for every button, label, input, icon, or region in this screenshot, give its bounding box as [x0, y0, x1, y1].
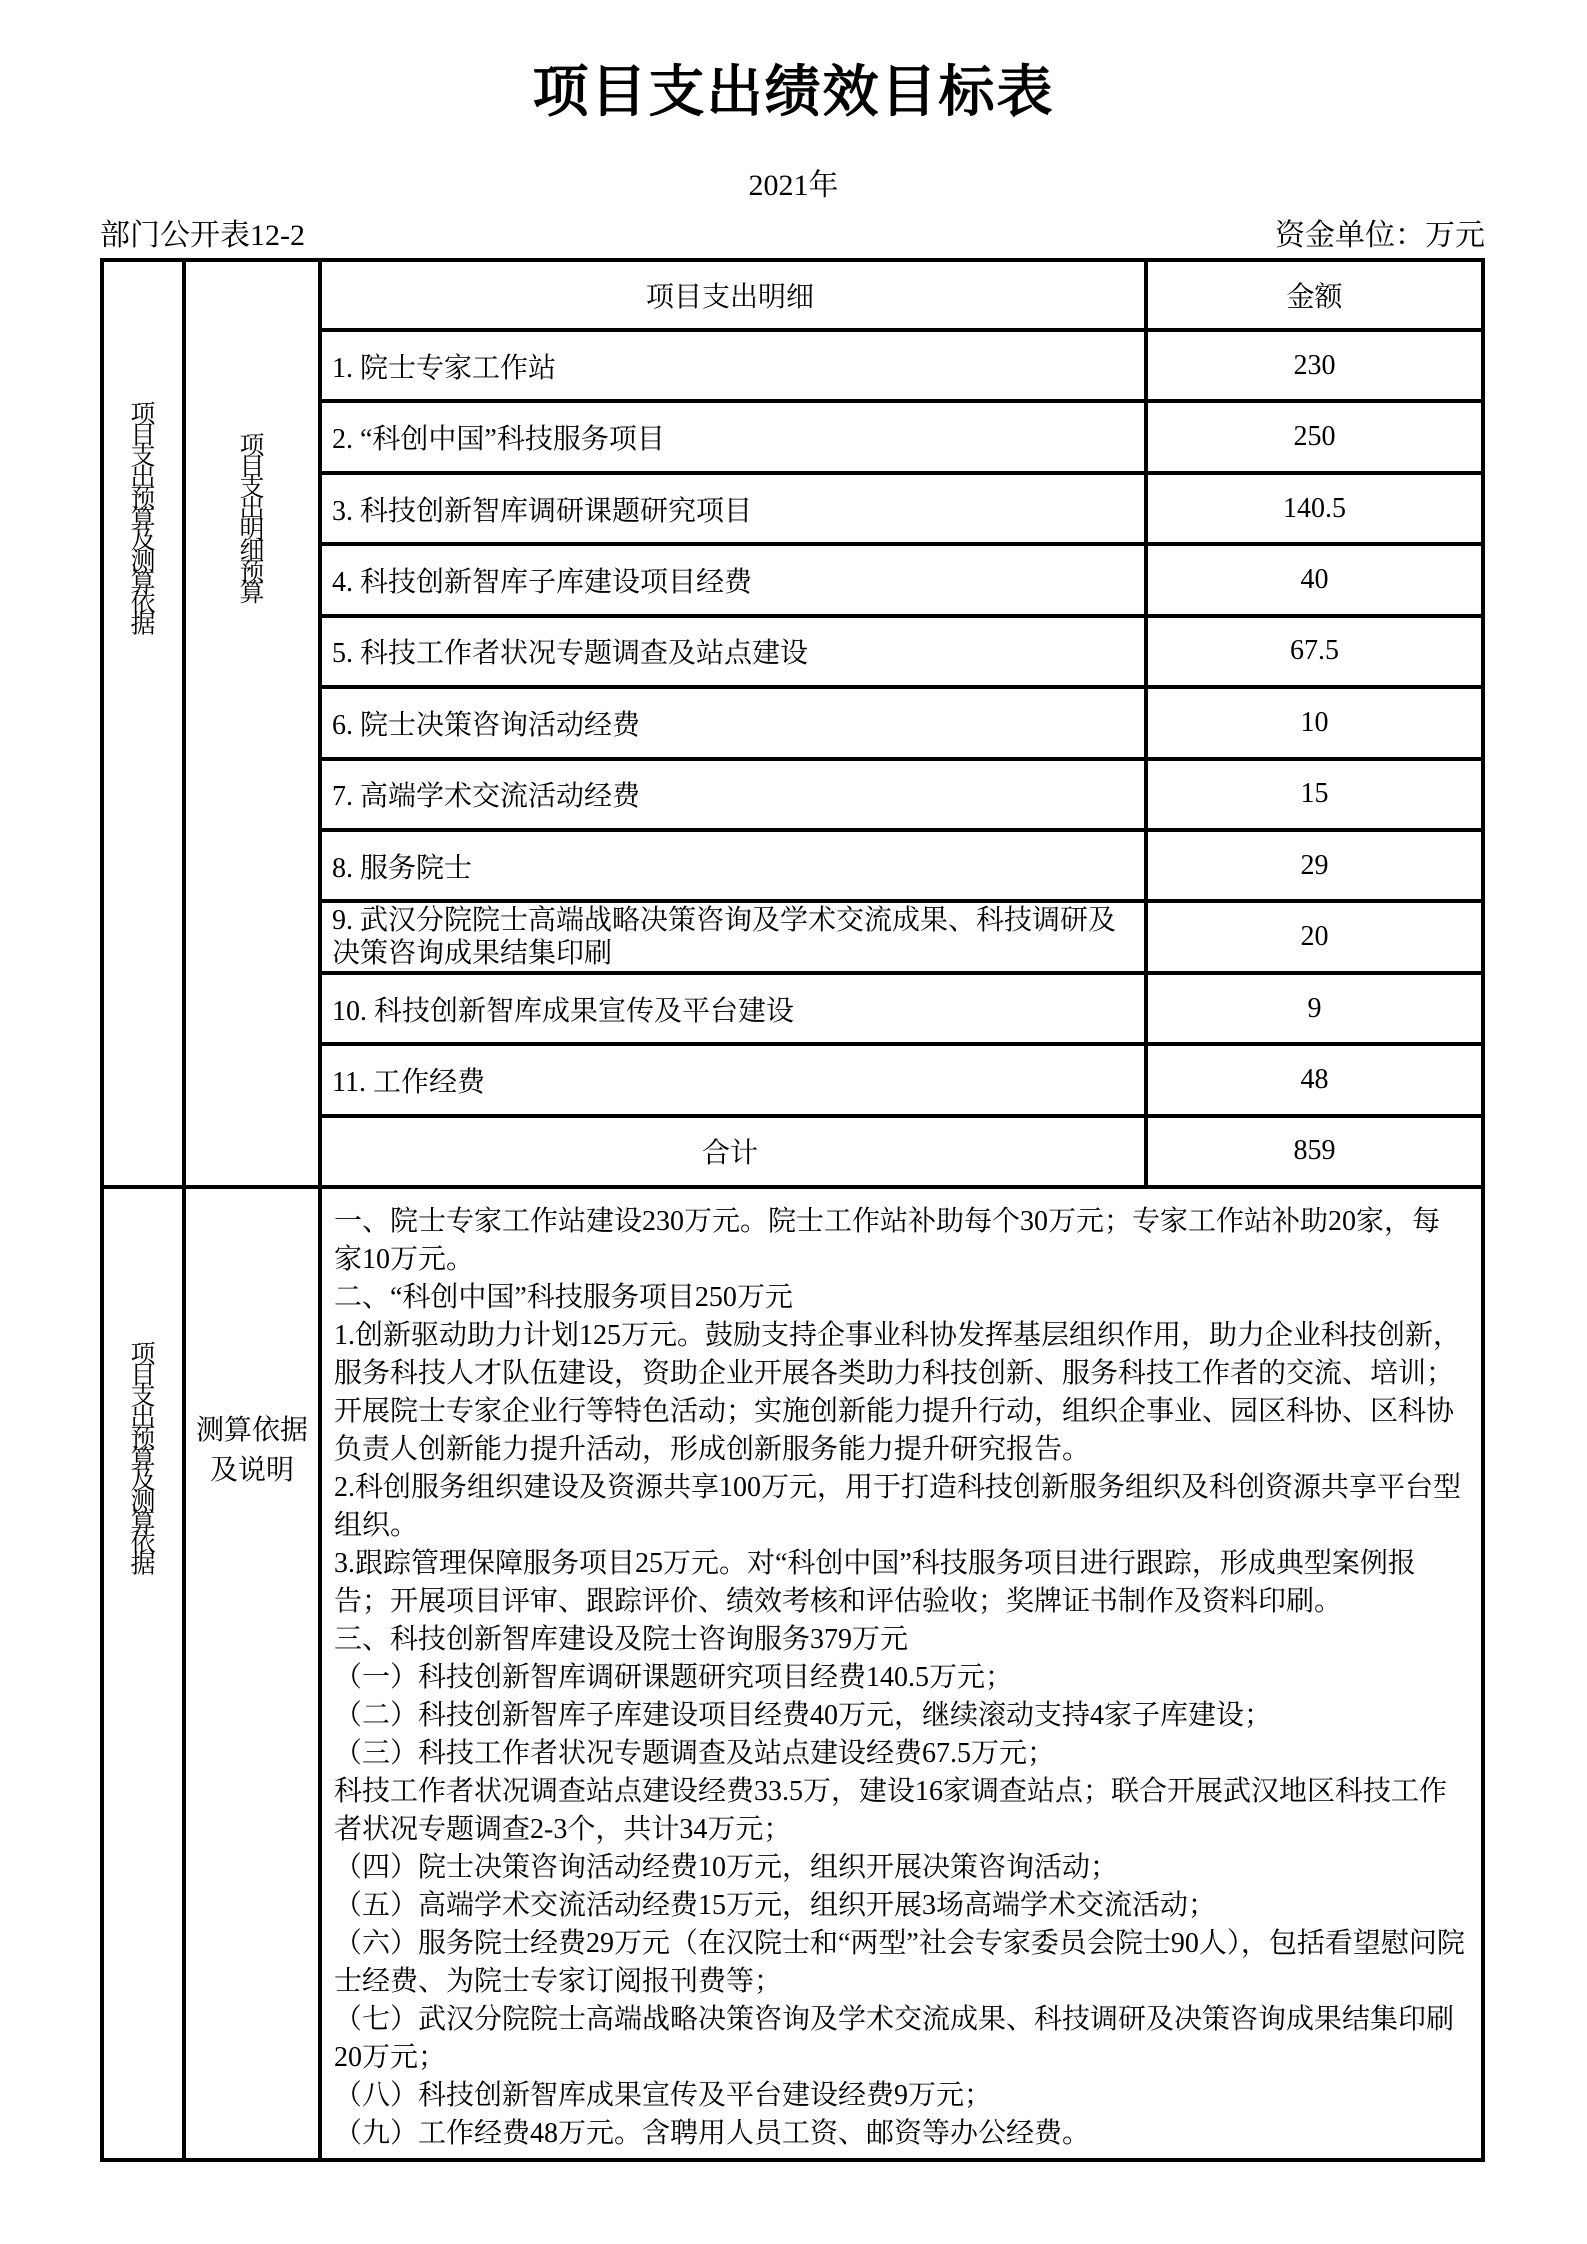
row-group-cell-top: [104, 262, 186, 1185]
expense-amount: 250: [1144, 403, 1481, 470]
note-paragraph: （六）服务院士经费29万元（在汉院士和“两型”社会专家委员会院士90人），包括看望慰问院士经费、为院士专家订阅报刊费等；: [334, 1928, 1465, 1997]
page-year: 2021年: [748, 169, 839, 202]
table-row: [322, 1046, 1481, 1117]
note-paragraph: （九）工作经费48万元。含聘用人员工资、邮资等办公经费。: [334, 2118, 1091, 2149]
expense-amount: 140.5: [1144, 475, 1481, 542]
expense-item: 5. 科技工作者状况专题调查及站点建设: [332, 638, 809, 670]
note-paragraph: 1.创新驱动助力计划125万元。鼓励支持企事业科协发挥基层组织作用，助力企业科技创新，服务科技人才队伍建设，资助企业开展各类助力科技创新、服务科技工作者的交流、培训；开展院士专家企业行等特色活动；实施创新能力提升行动，组织企事业、园区科协、区科协负责人创新能力提升活动，形成创新服务能力提升研究报告。: [334, 1320, 1462, 1465]
expense-amount: 20: [1144, 903, 1481, 970]
currency-unit-label: 资金单位：万元: [1275, 219, 1485, 252]
table-row: [322, 475, 1481, 546]
performance-target-table: [100, 258, 1485, 2162]
subgroup-cell-basis: [186, 1189, 322, 2158]
expense-item: 8. 服务院士: [332, 852, 473, 884]
row-group-label-bottom: 项目支出预算及测算依据: [130, 1341, 156, 1579]
subgroup-label-basis: 测算依据及说明: [195, 1414, 308, 1486]
expense-amount: 9: [1144, 975, 1481, 1042]
expense-amount: 40: [1144, 546, 1481, 613]
expense-item: 11. 工作经费: [332, 1066, 485, 1098]
meta-row: [100, 210, 1485, 254]
table-header-row: [322, 262, 1481, 332]
note-paragraph: 一、院士专家工作站建设230万元。院士工作站补助每个30万元；专家工作站补助20家，每家10万元。: [334, 1206, 1441, 1275]
expense-item: 1. 院士专家工作站: [332, 352, 557, 384]
note-paragraph: （一）科技创新智库调研课题研究项目经费140.5万元；: [334, 1662, 1014, 1693]
table-total-row: [322, 1118, 1481, 1185]
column-header-amount: 金额: [1144, 262, 1481, 328]
table-row: [322, 832, 1481, 903]
calculation-notes: [322, 1189, 1481, 2158]
expense-item: 7. 高端学术交流活动经费: [332, 781, 641, 813]
expense-item: 10. 科技创新智库成果宣传及平台建设: [332, 995, 795, 1027]
table-row: [322, 618, 1481, 689]
note-paragraph: （四）院士决策咨询活动经费10万元，组织开展决策咨询活动；: [334, 1852, 1119, 1883]
note-paragraph: 二、“科创中国”科技服务项目250万元: [334, 1282, 793, 1313]
table-row: [322, 332, 1481, 403]
note-paragraph: 3.跟踪管理保障服务项目25万元。对“科创中国”科技服务项目进行跟踪，形成典型案例报告；开展项目评审、跟踪评价、绩效考核和评估验收；奖牌证书制作及资料印刷。: [334, 1548, 1416, 1617]
page-title: 项目支出绩效目标表: [532, 62, 1055, 124]
subgroup-label-detail-budget: 项目支出明细预算: [239, 433, 265, 608]
expense-amount: 67.5: [1144, 618, 1481, 685]
note-paragraph: 科技工作者状况调查站点建设经费33.5万，建设16家调查站点；联合开展武汉地区科技工作者状况专题调查2-3个，共计34万元；: [334, 1776, 1448, 1845]
note-paragraph: （七）武汉分院院士高端战略决策咨询及学术交流成果、科技调研及决策咨询成果结集印刷20万元；: [334, 2004, 1455, 2073]
section-detail-budget: [104, 262, 1481, 1189]
expense-amount: 15: [1144, 761, 1481, 828]
table-row: [322, 903, 1481, 974]
expense-item: 4. 科技创新智库子库建设项目经费: [332, 566, 753, 598]
form-number: 部门公开表12-2: [100, 219, 305, 252]
note-paragraph: 三、科技创新智库建设及院士咨询服务379万元: [334, 1624, 909, 1655]
row-group-label-top: 项目支出预算及测算依据: [130, 401, 156, 639]
expense-subtable: [322, 262, 1481, 1185]
expense-item: 6. 院士决策咨询活动经费: [332, 709, 641, 741]
expense-item: 3. 科技创新智库调研课题研究项目: [332, 495, 753, 527]
table-row: [322, 403, 1481, 474]
note-paragraph: 2.科创服务组织建设及资源共享100万元，用于打造科技创新服务组织及科创资源共享平台型组织。: [334, 1472, 1462, 1541]
total-label: 合计: [701, 1138, 758, 1170]
column-header-detail: 项目支出明细: [645, 282, 814, 313]
total-amount: 859: [1144, 1118, 1481, 1185]
note-paragraph: （三）科技工作者状况专题调查及站点建设经费67.5万元；: [334, 1738, 1056, 1769]
subgroup-cell-detail-budget: [186, 262, 322, 1185]
expense-amount: 10: [1144, 689, 1481, 756]
expense-item: 9. 武汉分院院士高端战略决策咨询及学术交流成果、科技调研及决策咨询成果结集印刷: [332, 905, 1117, 970]
row-group-cell-bottom: [104, 1189, 186, 2158]
table-row: [322, 761, 1481, 832]
expense-item: 2. “科创中国”科技服务项目: [332, 424, 665, 456]
expense-amount: 230: [1144, 332, 1481, 399]
section-calculation-basis: [104, 1189, 1481, 2158]
note-paragraph: （五）高端学术交流活动经费15万元，组织开展3场高端学术交流活动；: [334, 1890, 1217, 1921]
table-row: [322, 975, 1481, 1046]
table-row: [322, 546, 1481, 617]
table-row: [322, 689, 1481, 760]
note-paragraph: （八）科技创新智库成果宣传及平台建设经费9万元；: [334, 2080, 993, 2111]
note-paragraph: （二）科技创新智库子库建设项目经费40万元，继续滚动支持4家子库建设；: [334, 1700, 1273, 1731]
expense-amount: 29: [1144, 832, 1481, 899]
expense-amount: 48: [1144, 1046, 1481, 1113]
